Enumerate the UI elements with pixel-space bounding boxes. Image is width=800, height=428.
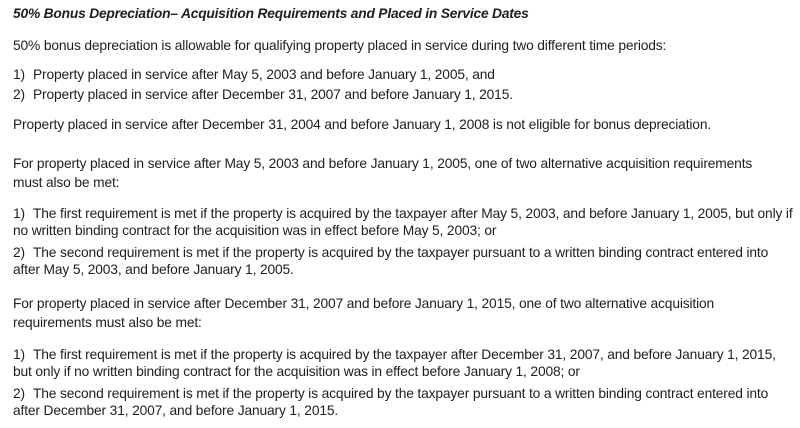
section1-requirement-1 bbox=[13, 205, 795, 239]
intro-paragraph: 50% bonus depreciation is allowable for qualifying property placed in service during two different time periods: bbox=[13, 38, 667, 53]
requirement-number: 2) bbox=[13, 386, 25, 401]
requirement-text: The second requirement is met if the property is acquired by the taxpayer pursuant to a written binding contract entered into after December 31, 2007, and before January 1, 2015. bbox=[13, 386, 769, 418]
period-item-2 bbox=[13, 86, 513, 103]
requirement-text: The first requirement is met if the property is acquired by the taxpayer after May 5, 2003, and before January 1, 2005, but only if no written binding contract for the acquisition was in effect before May 5, 2003; or bbox=[13, 206, 793, 238]
requirement-number: 1) bbox=[13, 206, 25, 221]
section2-heading-line2: requirements must also be met: bbox=[13, 315, 202, 330]
period-text: Property placed in service after May 5, 2003 and before January 1, 2005, and bbox=[33, 67, 495, 82]
requirement-number: 2) bbox=[13, 245, 25, 260]
period-number: 1) bbox=[13, 67, 25, 82]
section1-heading-line2: must also be met: bbox=[13, 175, 120, 190]
requirement-number: 1) bbox=[13, 347, 25, 362]
period-text: Property placed in service after December 31, 2007 and before January 1, 2015. bbox=[33, 87, 513, 102]
section2-requirement-1 bbox=[13, 346, 795, 380]
section1-heading-line1: For property placed in service after May 5, 2003 and before January 1, 2005, one of two alternative acquisition requirements bbox=[13, 156, 753, 171]
page-title: 50% Bonus Depreciation– Acquisition Requirements and Placed in Service Dates bbox=[13, 6, 529, 21]
not-eligible-paragraph: Property placed in service after December 31, 2004 and before January 1, 2008 is not eligible for bonus depreciation. bbox=[13, 117, 712, 132]
section2-heading-line1: For property placed in service after December 31, 2007 and before January 1, 2015, one of two alternative acquisition bbox=[13, 296, 715, 311]
section2-requirement-2 bbox=[13, 385, 795, 419]
period-item-1 bbox=[13, 66, 495, 83]
section1-requirement-2 bbox=[13, 244, 795, 278]
requirement-text: The first requirement is met if the property is acquired by the taxpayer after December 31, 2007, and before January 1, 2015, but only if no written binding contract for the acquisition was in effect before January 1, 2008; or bbox=[13, 347, 776, 379]
period-number: 2) bbox=[13, 87, 25, 102]
requirement-text: The second requirement is met if the property is acquired by the taxpayer pursuant to a written binding contract entered into after May 5, 2003, and before January 1, 2005. bbox=[13, 245, 769, 277]
